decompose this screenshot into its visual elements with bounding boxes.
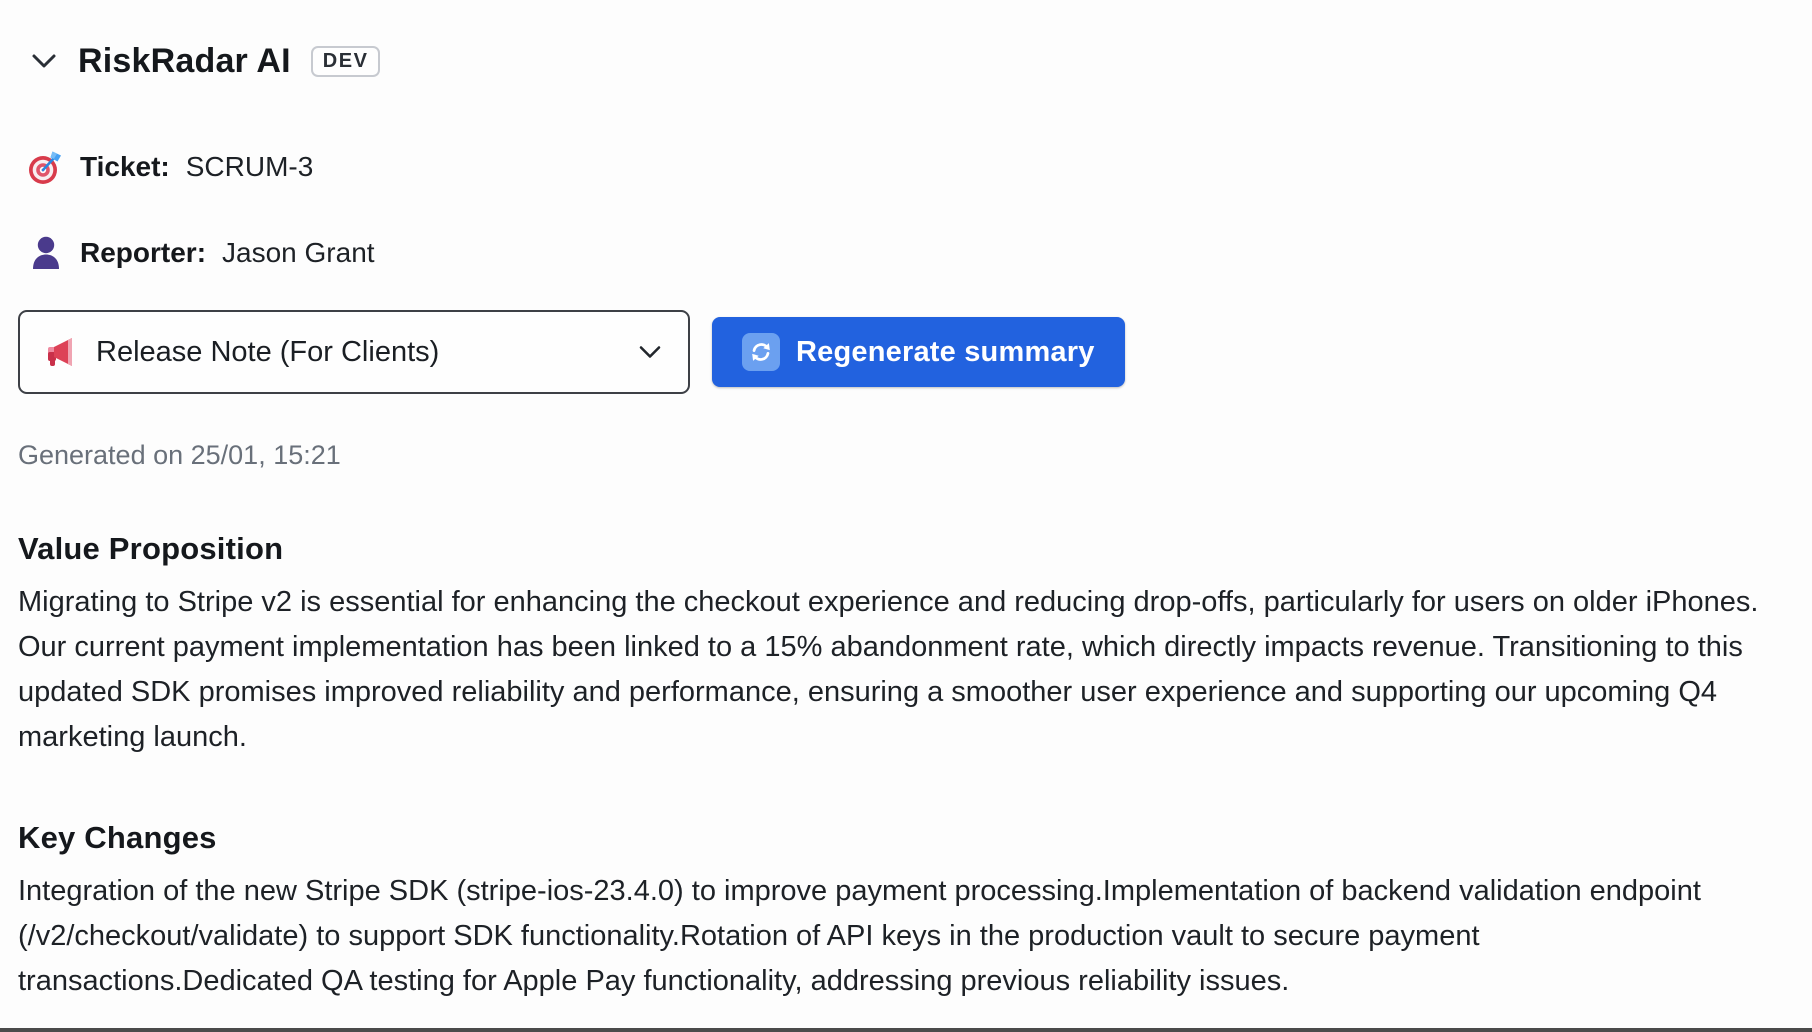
section-key-changes bbox=[18, 820, 1782, 1004]
person-icon bbox=[28, 235, 64, 271]
reporter-value: Jason Grant bbox=[222, 237, 375, 268]
ticket-meta bbox=[18, 148, 1782, 272]
generated-timestamp: Generated on 25/01, 15:21 bbox=[18, 440, 341, 470]
reporter-label: Reporter: bbox=[80, 237, 207, 268]
regenerate-summary-button[interactable] bbox=[712, 317, 1125, 387]
bottom-divider bbox=[0, 1028, 1812, 1032]
section-body: Integration of the new Stripe SDK (stripe-ios-23.4.0) to improve payment processing.Implementation of backend validation endpoint (/v2/checkout/validate) to support SDK functionality.Rotation of API keys in the production vault to secure payment transactions.Dedicated QA testing for Apple Pay functionality, addressing previous reliability issues. bbox=[18, 875, 1701, 997]
controls-row bbox=[18, 310, 1782, 394]
ticket-row bbox=[28, 148, 1782, 186]
app-header bbox=[30, 38, 1782, 84]
reporter-row bbox=[28, 234, 1782, 272]
app-title: RiskRadar AI bbox=[78, 41, 291, 80]
regenerate-summary-label: Regenerate summary bbox=[796, 335, 1095, 368]
ticket-value: SCRUM-3 bbox=[185, 151, 314, 182]
section-value-proposition bbox=[18, 531, 1782, 760]
env-badge: DEV bbox=[311, 46, 381, 77]
ticket-label: Ticket: bbox=[80, 151, 170, 182]
template-select[interactable] bbox=[18, 310, 690, 394]
template-select-value: Release Note (For Clients) bbox=[96, 335, 440, 368]
section-heading: Value Proposition bbox=[18, 531, 284, 566]
collapse-toggle[interactable] bbox=[30, 47, 58, 75]
megaphone-icon bbox=[46, 335, 78, 369]
chevron-down-icon bbox=[638, 345, 662, 359]
section-heading: Key Changes bbox=[18, 820, 217, 855]
refresh-icon bbox=[742, 333, 780, 371]
section-body: Migrating to Stripe v2 is essential for enhancing the checkout experience and reducing drop-offs, particularly for users on older iPhones. Our current payment implementation has been linked to a 15% abandonment rate, which directly impacts revenue. Transitioning to this updated SDK promises improved reliability and performance, ensuring a smoother user experience and supporting our upcoming Q4 marketing launch. bbox=[18, 586, 1759, 753]
chevron-down-icon bbox=[31, 53, 57, 69]
target-icon bbox=[28, 149, 64, 185]
